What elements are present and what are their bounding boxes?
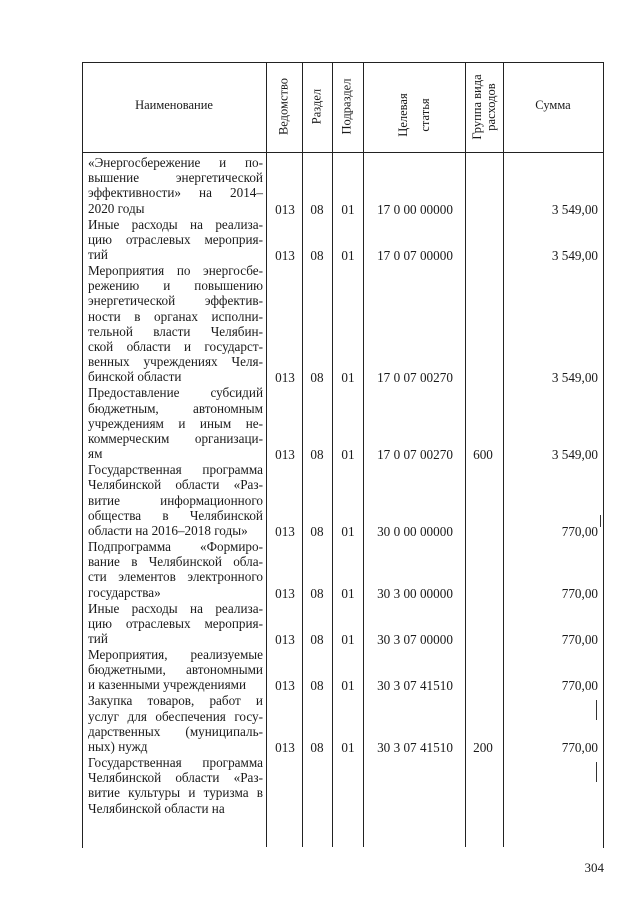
row-name-line: бюджетными, автономными (88, 662, 263, 678)
row-name-line: витие информационного (88, 492, 263, 508)
row-sum: 770,00 (561, 678, 598, 694)
header-target-line2: статья (418, 98, 432, 132)
row-dept: 013 (275, 585, 295, 601)
row-name-line: витие культуры и туризма в (88, 785, 263, 801)
row-sum: 3 549,00 (551, 447, 598, 463)
row-name-line: вание в Челябинской обла- (88, 554, 263, 570)
row-name-line: сти элементов электронного (88, 569, 263, 585)
row-name-line: «Энергосбережение и по- (88, 155, 263, 170)
row-sum: 3 549,00 (551, 370, 598, 386)
row-name-line: бюджетным, автономным (88, 400, 263, 416)
row-dept: 013 (275, 248, 295, 263)
header-target-line1: Целевая (396, 93, 410, 137)
column-divider (503, 62, 504, 847)
row-section: 08 (310, 248, 324, 263)
row-name-line: государства» (88, 584, 161, 600)
row-name-line: режению и повышению (88, 278, 263, 294)
header-sum: Сумма (535, 98, 571, 112)
row-target: 30 3 07 41510 (377, 740, 453, 755)
row-sum: 3 549,00 (551, 248, 598, 263)
scan-mark (596, 762, 597, 782)
row-sum: 770,00 (561, 524, 598, 539)
row-subsection: 01 (341, 740, 355, 755)
row-section: 08 (310, 740, 324, 755)
row-name-line: ных) нужд (88, 739, 148, 754)
page-number: 304 (584, 860, 604, 875)
row-name-line: Предоставление субсидий (88, 385, 263, 401)
row-dept: 013 (275, 370, 295, 386)
row-subsection: 01 (341, 447, 355, 463)
header-group-line1: Группа вида (470, 74, 484, 140)
header-section: Раздел (309, 88, 324, 125)
column-divider (302, 62, 303, 847)
row-subsection: 01 (341, 585, 355, 601)
row-sum: 770,00 (561, 585, 598, 601)
row-subsection: 01 (341, 248, 355, 263)
row-dept: 013 (275, 447, 295, 463)
header-subsection: Подраздел (339, 78, 354, 135)
row-name (88, 539, 263, 600)
row-dept: 013 (275, 524, 295, 539)
row-section: 08 (310, 632, 324, 647)
scan-mark (600, 515, 601, 527)
row-target: 30 0 00 00000 (377, 524, 453, 539)
header-group (470, 57, 498, 157)
column-divider (332, 62, 333, 847)
row-section: 08 (310, 370, 324, 386)
row-name-line: бинской области (88, 369, 182, 385)
row-name (88, 755, 263, 816)
row-name-line: Челябинской области «Раз- (88, 477, 263, 493)
row-name-line: цию отраслевых мероприя- (88, 615, 263, 631)
row-name-line: услуг для обеспечения госу- (88, 708, 263, 724)
row-dept: 013 (275, 201, 295, 217)
scan-mark (596, 700, 597, 720)
row-group: 600 (473, 447, 493, 463)
row-dept: 013 (275, 678, 295, 694)
row-name-line: Государственная программа (88, 755, 263, 770)
row-name (88, 155, 263, 216)
row-name-line: коммерческим организаци- (88, 431, 263, 446)
row-name-line: тельной власти Челябин- (88, 323, 263, 339)
row-section: 08 (310, 447, 324, 463)
row-name-line: 2020 годы (88, 200, 145, 216)
row-group: 200 (473, 740, 493, 755)
row-name-line: Государственная программа (88, 462, 263, 478)
row-name-line: области на 2016–2018 годы» (88, 523, 248, 538)
row-name-line: тий (88, 247, 108, 262)
row-name-line: Мероприятия, реализуемые (88, 647, 263, 662)
row-section: 08 (310, 678, 324, 694)
row-section: 08 (310, 524, 324, 539)
row-name-line: Челябинской области «Раз- (88, 770, 263, 786)
row-dept: 013 (275, 632, 295, 647)
row-name (88, 385, 263, 461)
row-target: 30 3 07 41510 (377, 678, 453, 694)
row-section: 08 (310, 585, 324, 601)
header-target (392, 65, 436, 165)
header-group-line2: расходов (484, 83, 498, 131)
row-name (88, 217, 263, 263)
row-name-line: учреждениям и иным не- (88, 415, 263, 431)
row-sum: 770,00 (561, 740, 598, 755)
row-name-line: эффективности» на 2014– (88, 185, 263, 201)
row-target: 17 0 07 00000 (377, 248, 453, 263)
row-dept: 013 (275, 740, 295, 755)
row-name (88, 693, 263, 754)
header-name: Наименование (135, 98, 213, 112)
row-name-line: Закупка товаров, работ и (88, 693, 263, 709)
row-target: 30 3 00 00000 (377, 585, 453, 601)
row-name-line: венных учреждениях Челя- (88, 354, 263, 370)
row-target: 17 0 07 00270 (377, 447, 453, 463)
row-subsection: 01 (341, 524, 355, 539)
row-name-line: дарственных (муниципаль- (88, 723, 263, 739)
row-name-line: Подпрограмма «Формиро- (88, 539, 263, 554)
row-name-line: общества в Челябинской (88, 507, 263, 523)
row-name-line: ской области и государст- (88, 339, 263, 355)
column-divider (363, 62, 364, 847)
row-target: 17 0 07 00270 (377, 370, 453, 386)
row-sum: 3 549,00 (551, 201, 598, 217)
row-name-line: Челябинской области на (88, 800, 225, 816)
row-name (88, 647, 263, 693)
row-sum: 770,00 (561, 632, 598, 647)
row-name-line: ности в органах исполни- (88, 308, 263, 324)
header-dept: Ведомство (276, 77, 291, 136)
row-subsection: 01 (341, 632, 355, 647)
row-subsection: 01 (341, 201, 355, 217)
row-subsection: 01 (341, 370, 355, 386)
row-target: 30 3 07 00000 (377, 632, 453, 647)
row-name-line: Мероприятия по энергосбе- (88, 263, 263, 278)
row-name (88, 263, 263, 385)
row-name-line: Иные расходы на реализа- (88, 600, 263, 616)
row-section: 08 (310, 201, 324, 217)
row-name-line: ям (88, 446, 103, 462)
row-name (88, 601, 263, 647)
row-subsection: 01 (341, 678, 355, 694)
row-name-line: тий (88, 631, 108, 646)
row-name (88, 462, 263, 538)
row-name-line: цию отраслевых мероприя- (88, 231, 263, 247)
row-name-line: Иные расходы на реализа- (88, 216, 263, 232)
row-name-line: энергетической эффектив- (88, 293, 263, 309)
column-divider (266, 62, 267, 847)
row-target: 17 0 00 00000 (377, 201, 453, 217)
row-name-line: и казенными учреждениями (88, 677, 247, 693)
row-name-line: вышение энергетической (88, 170, 263, 186)
